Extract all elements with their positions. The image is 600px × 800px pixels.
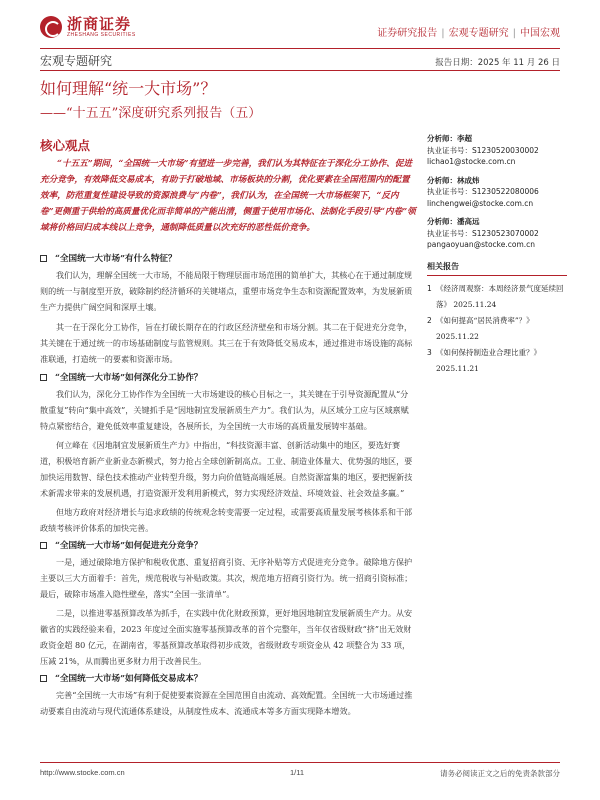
analyst-name: 李超 [457, 134, 472, 143]
related-report-number: 1 [427, 283, 432, 293]
body-paragraph: 完善“全国统一大市场”有利于促使要素资源在全国范围自由流动、高效配置。全国统一大市场通过推动要素自由流动与现代流通体系建设，从制度性成本、流通成本等多方面实现降本增效。 [40, 690, 413, 716]
header-category-nav: 证券研究报告 | 宏观专题研究 | 中国宏观 [377, 28, 560, 39]
analyst-cert: 执业证书号：S1230520030002 [427, 145, 539, 155]
related-report-text: 《经济周观察：本周经济景气度延续回落》 2025.11.24 [436, 283, 564, 309]
checkbox-bullet-icon [40, 675, 47, 682]
company-logo [40, 16, 136, 38]
body-paragraph: 我们认为，深化分工协作作为全国统一大市场建设的核心目标之一，其关键在于引导资源配置从“分散重复”转向“集中高效”，关键抓手是“因地制宜发展新质生产力”。我们认为，从区域分工应与区域禀赋特点紧密结合，避免低效率重复建设，各展所长，为全国统一大市场的高质量发展铸牢基础。 [40, 389, 409, 431]
related-report-item[interactable] [427, 281, 567, 313]
related-report-text: 《如何提高“居民消费率”？》 2025.11.22 [436, 315, 534, 341]
checkbox-bullet-icon [40, 255, 47, 262]
body-paragraph: 何立峰在《因地制宜发展新质生产力》中指出，“科技资源丰富、创新活动集中的地区，要选好赛道，积极培育新产业新业态新模式，努力抢占全球创新制高点。工业、制造业体量大、优势强的地区，要加快运用数智、绿色技术推动产业转型升级，努力向价值链高端延展。自然资源富集的地区，要把握新技术新需求带来的发展机遇，打造资源开发利用新模式，努力实现经济效益、环境效益、社会效益多赢。” [40, 440, 413, 498]
analyst-email[interactable]: linchengwei@stocke.com.cn [427, 198, 534, 208]
related-reports-heading: 相关报告 [427, 261, 567, 276]
section-question [40, 672, 416, 684]
analyst-role: 分析师： [427, 134, 457, 143]
analyst-email[interactable]: pangaoyuan@stocke.com.cn [427, 240, 536, 249]
checkbox-bullet-icon [40, 374, 47, 381]
report-date: 报告日期：2025 年 11 月 26 日 [435, 58, 560, 68]
body-paragraph: 我们认为，理解全国统一大市场，不能局限于物理层面市场范围的简单扩大，其核心在于通过制度规则的统一与制度型开放，破除制约经济循环的关键堵点，重塑市场竞争生态和资源配置效率，为发展新质生产力提供广阔空间和深厚土壤。 [40, 270, 413, 312]
core-view-text: “十五五”期间，“全国统一大市场”有望进一步完善，我们认为其特征在于深化分工协作、促进充分竞争，有效降低交易成本，有助于打破地域、市场板块的分割，优化要素在全国范围内的配置效率，防范重复性建设导致的资源浪费与“内卷”，我们认为，在全国统一大市场框架下，“反内卷”更侧重于供给的高质量优化而非简单的产能出清，侧重于使用市场化、法制化手段引导“内卷”领域将价格回归成本线以上竞争，通制降低质量以次充好的恶性低价竞争。 [40, 159, 416, 233]
body-paragraph: 但地方政府对经济增长与追求政绩的传统观念转变需要一定过程，或需要高质量发展考核体系和干部政绩考核评价体系的加快完善。 [40, 507, 413, 533]
body-paragraph: 其一在于深化分工协作，旨在打破长期存在的行政区经济壁垒和市场分割。其二在于促进充分竞争，其关键在于通过统一的市场基础制度与监管规则。其三在于有效降低交易成本，通过推进市场设施的高标准联通，打造统一的要素和资源市场。 [40, 322, 413, 364]
section-question-text: “全国统一大市场”如何降低交易成本？ [55, 674, 203, 684]
analyst-cert: 执业证书号：S1230523070002 [427, 228, 539, 238]
analyst-name: 林成炜 [457, 175, 480, 185]
related-report-number: 3 [427, 347, 432, 357]
section-question [40, 252, 416, 264]
section-question-text: “全国统一大市场”如何深化分工协作？ [55, 373, 203, 383]
related-report-number: 2 [427, 315, 432, 325]
header-nav-item: 宏观专题研究 [448, 28, 509, 39]
header-nav-item: 中国宏观 [520, 28, 560, 39]
sidebar [427, 133, 567, 377]
analyst-role: 分析师： [427, 217, 457, 226]
body-paragraph: 二是，以推进零基预算改革为抓手，在实践中优化财政预算，更好地因地制宜发展新质生产力。从安徽省的实践经验来看，2023 年度过全面实施零基预算改革的首个完整年，当年仅省级财政“挤”出无效财政资金超 80 亿元，在湖南省，零基预算改革取得初步成效，省级财政专项资金从 42 项整合为 33 项，压减 21%，从而腾出更多财力用于改善民生。 [40, 608, 413, 666]
core-view-heading: 核心观点 [40, 138, 91, 153]
header-nav-item: 证券研究报告 [377, 28, 438, 39]
analyst-role: 分析师： [427, 175, 457, 185]
report-subtitle: ——“十五五”深度研究系列报告（五） [40, 106, 262, 121]
title-divider [40, 70, 560, 71]
footer-disclaimer: 请务必阅读正文之后的免责条款部分 [440, 769, 560, 778]
related-report-item[interactable] [427, 345, 567, 377]
analyst-email[interactable]: lichao1@stocke.com.cn [427, 157, 516, 166]
logo-name-cn: 浙商证券 [67, 15, 132, 33]
logo-name-en: ZHESHANG SECURITIES [67, 32, 136, 38]
main-content [40, 252, 416, 722]
related-report-item[interactable] [427, 313, 567, 345]
footer-website-link[interactable]: http://www.stocke.com.cn [40, 768, 125, 777]
page-number: 1/11 [290, 768, 305, 777]
section-question-text: “全国统一大市场”有什么特征？ [55, 254, 177, 264]
footer-divider [40, 762, 560, 763]
section-question-text: “全国统一大市场”如何促进充分竞争？ [55, 541, 203, 551]
header-divider [40, 48, 560, 49]
checkbox-bullet-icon [40, 542, 47, 549]
document-type: 宏观专题研究 [40, 54, 113, 68]
related-report-text: 《如何保持制造业合理比重？》 2025.11.21 [436, 347, 541, 373]
analyst-cert: 执业证书号：S1230522080006 [427, 187, 539, 196]
body-paragraph: 一是，通过破除地方保护和税收优惠、重复招商引资、无序补贴等方式促进充分竞争。破除地方保护主要以三大方面着手：首先，规范税收与补贴政策。其次，规范地方招商引资行为。统一招商引资标准；最后，破除市场准入隐性壁垒，落实“全国一张清单”。 [40, 557, 413, 599]
related-reports [427, 261, 567, 377]
section-question [40, 371, 416, 383]
section-question [40, 539, 416, 551]
analyst-card [427, 133, 567, 168]
report-title: 如何理解“统一大市场”？ [40, 79, 217, 98]
analyst-card [427, 175, 567, 210]
analyst-card [427, 216, 567, 251]
analyst-name: 潘高远 [457, 217, 480, 226]
logo-icon [40, 16, 62, 38]
